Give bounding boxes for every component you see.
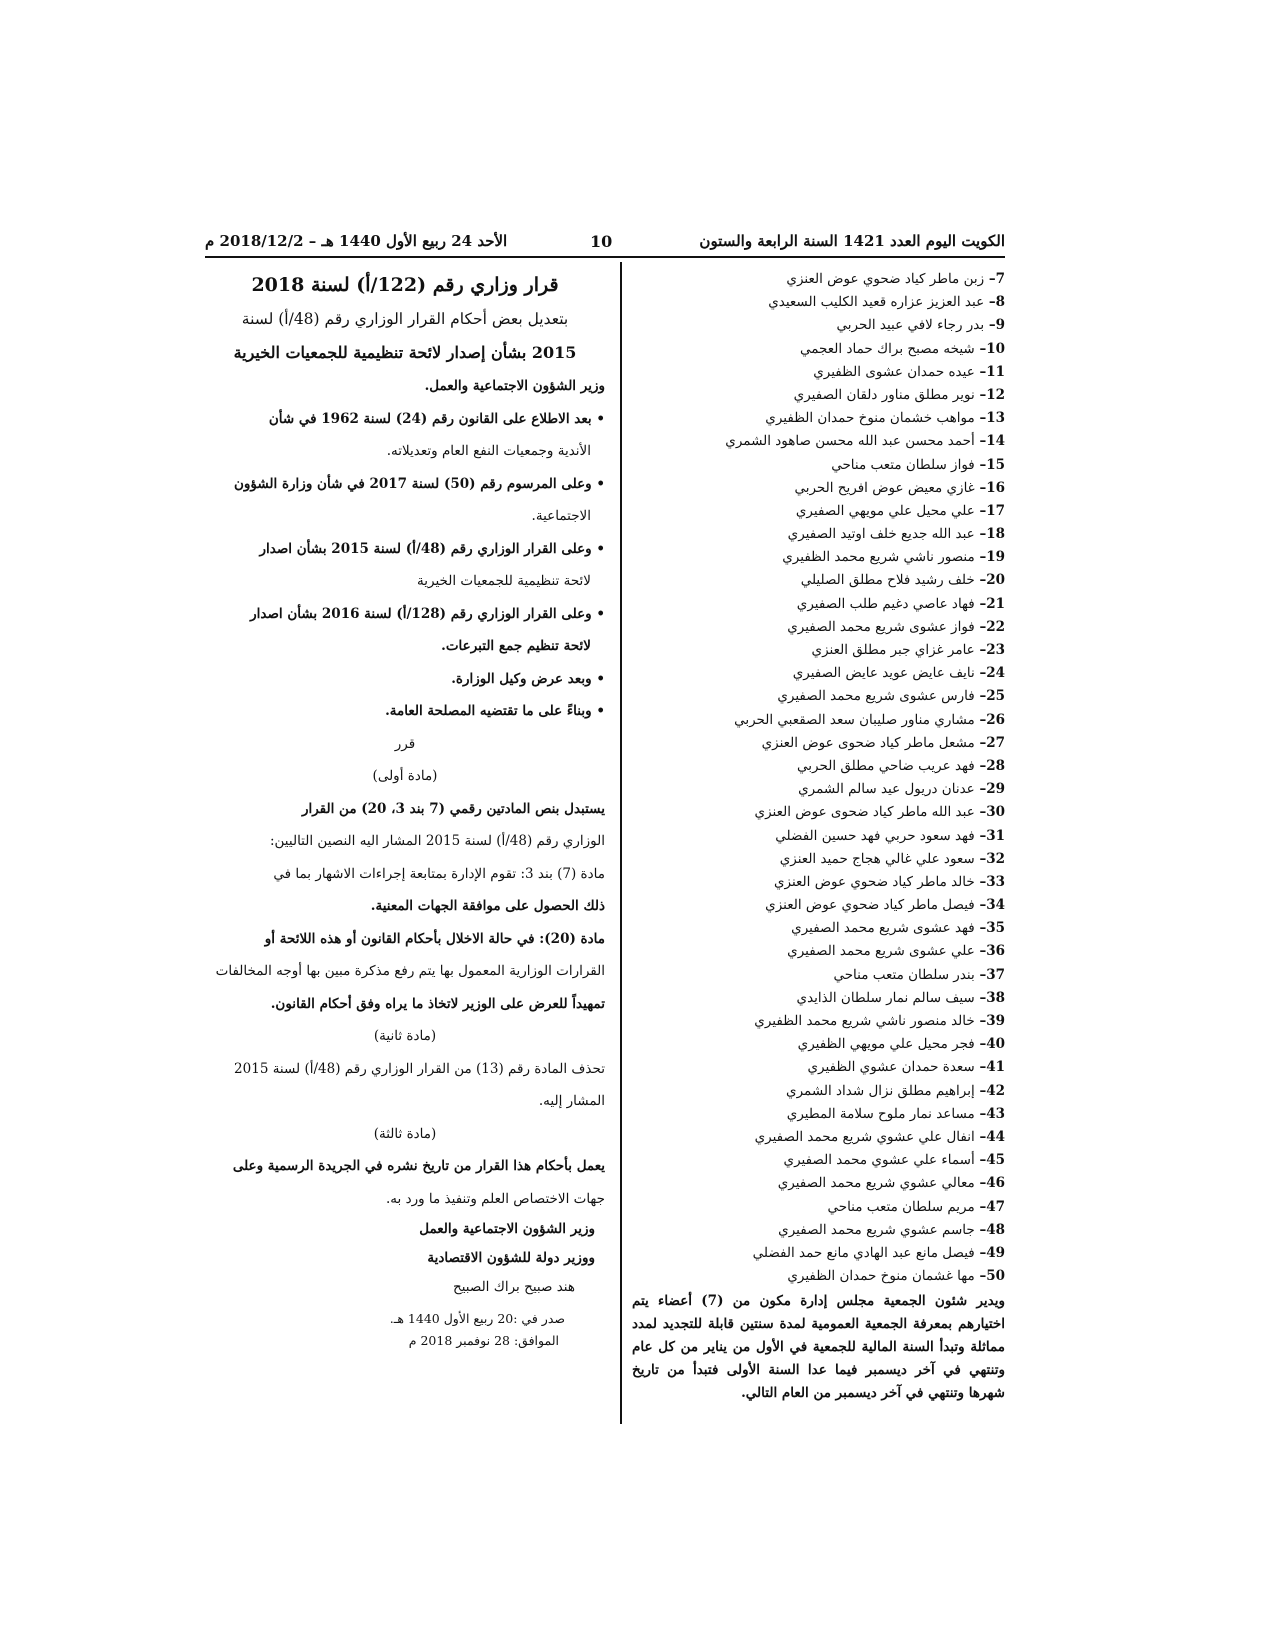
- right-column: [632, 268, 1005, 1405]
- article-text: تمهيداً للعرض على الوزير لاتخاذ ما يراه وفق أحكام القانون.: [270, 995, 605, 1012]
- member-number: 9: [995, 317, 1005, 334]
- article-text: القرارات الوزارية المعمول بها يتم رفع مذكرة مبين بها أوجه المخالفات: [215, 963, 605, 979]
- member-number: 45: [986, 1152, 1005, 1169]
- member-name: انفال علي عشوي شريع محمد الصفيري: [754, 1128, 975, 1145]
- member-item: [632, 268, 1005, 291]
- member-dash: –: [974, 618, 987, 635]
- member-number: 23: [986, 642, 1005, 658]
- member-number: 8: [995, 294, 1005, 311]
- member-item: [632, 801, 1005, 824]
- member-dash: –: [974, 665, 987, 682]
- member-number: 10: [986, 340, 1005, 357]
- member-dash: –: [984, 294, 996, 311]
- member-item: [632, 1056, 1005, 1079]
- member-dash: –: [974, 1105, 987, 1122]
- minister-line: وزير الشؤون الاجتماعية والعمل.: [424, 378, 605, 394]
- member-dash: –: [974, 433, 987, 450]
- member-item: [632, 1242, 1005, 1265]
- member-name: معالي عشوي شريع محمد الصفيري: [777, 1175, 975, 1192]
- member-name: غازي معيض عوض افريح الحربي: [794, 479, 975, 496]
- member-item: [632, 662, 1005, 685]
- member-dash: –: [974, 827, 987, 844]
- member-dash: –: [974, 340, 987, 357]
- member-dash: –: [974, 386, 987, 403]
- header-publication: الكويت اليوم العدد 1421 السنة الرابعة والستون: [699, 232, 1005, 250]
- member-dash: –: [974, 363, 987, 380]
- member-dash: –: [974, 549, 987, 566]
- member-number: 42: [986, 1082, 1005, 1099]
- member-dash: –: [974, 781, 987, 798]
- member-item: [632, 964, 1005, 987]
- member-dash: –: [974, 734, 987, 751]
- signature-title: وزير الشؤون الاجتماعية والعمل: [419, 1221, 595, 1237]
- member-number: 21: [986, 595, 1005, 612]
- issued-gregorian: الموافق: 28 نوفمبر 2018 م: [408, 1333, 559, 1348]
- member-name: عبد الله جديع خلف اوتيد الصفيري: [787, 526, 975, 543]
- member-name: عدنان دريول عيد سالم الشمري: [798, 781, 975, 798]
- recital-continuation: لائحة تنظيم جمع التبرعات.: [441, 638, 591, 654]
- page-header: [205, 232, 1005, 256]
- member-dash: –: [974, 711, 987, 728]
- member-item: [632, 894, 1005, 917]
- member-dash: –: [974, 1082, 987, 1099]
- member-name: زبن ماطر كياد ضحوي عوض العنزي: [786, 271, 985, 287]
- member-number: 44: [986, 1128, 1005, 1145]
- member-number: 49: [986, 1244, 1005, 1261]
- member-name: عامر غزاي جبر مطلق العنزي: [811, 642, 975, 658]
- member-item: [632, 871, 1005, 894]
- article-text: يستبدل بنص المادتين رقمي (7 بند 3، 20) من القرار: [301, 800, 605, 817]
- member-item: [632, 361, 1005, 384]
- recital-continuation: الأندية وجمعيات النفع العام وتعديلاته.: [386, 443, 591, 459]
- member-name: نايف عايض عويد عايض الصفيري: [792, 665, 975, 682]
- member-dash: –: [974, 1152, 987, 1169]
- member-dash: –: [974, 1268, 987, 1285]
- member-dash: –: [974, 943, 987, 960]
- decided-heading: قرر: [394, 735, 416, 752]
- article-text: مادة (7) بند 3: تقوم الإدارة بمتابعة إجراءات الاشهار بما في: [273, 865, 605, 882]
- member-dash: –: [974, 1036, 987, 1053]
- member-item: [632, 523, 1005, 546]
- member-name: سعدة حمدان عشوي الظفيري: [807, 1059, 975, 1076]
- recital: • وعلى القرار الوزاري رقم (48/أ) لسنة 2015 بشأن اصدار: [205, 533, 605, 566]
- decision-subtitle: بتعديل بعض أحكام القرار الوزاري رقم (48/أ) لسنة: [241, 310, 569, 328]
- member-number: 47: [986, 1198, 1005, 1215]
- article-text: ذلك الحصول على موافقة الجهات المعنية.: [370, 898, 605, 914]
- member-number: 19: [986, 549, 1005, 566]
- member-dash: –: [974, 526, 987, 543]
- member-item: [632, 848, 1005, 871]
- member-name: فهد سعود حربي فهد حسين الفضلي: [775, 827, 975, 844]
- member-number: 27: [986, 734, 1005, 751]
- article-text: المشار إليه.: [538, 1093, 605, 1109]
- member-dash: –: [974, 1221, 987, 1238]
- member-name: مريم سلطان متعب مناحي: [827, 1198, 975, 1215]
- header-date: الأحد 24 ربيع الأول 1440 هـ – 2018/12/2 م: [205, 232, 508, 250]
- member-name: بندر سلطان متعب مناحي: [833, 966, 975, 983]
- board-paragraph: ويدير شئون الجمعية مجلس إدارة مكون من (7) أعضاء يتم اختيارهم بمعرفة الجمعية العمومية لمدة سنتين قابلة للتجديد لمدد مماثلة وتبدأ السنة المالية للجمعية في الأول من يناير من كل عام وتنتهي في آخر ديسمبر فيما عدا السنة الأولى فتبدأ من تاريخ شهرها وتنتهي في آخر ديسمبر من العام التالي.: [632, 1293, 1006, 1402]
- member-dash: –: [974, 1059, 987, 1076]
- member-item: [632, 825, 1005, 848]
- member-dash: –: [974, 1013, 987, 1029]
- member-name: سعود علي غالي هجاج حميد العنزي: [779, 850, 975, 867]
- member-number: 41: [986, 1059, 1005, 1076]
- member-item: [632, 1219, 1005, 1242]
- member-number: 13: [986, 410, 1005, 427]
- member-dash: –: [974, 642, 987, 658]
- member-dash: –: [974, 688, 987, 705]
- member-item: [632, 546, 1005, 569]
- member-dash: –: [974, 757, 987, 774]
- member-name: مساعد نمار ملوح سلامة المطيري: [786, 1105, 975, 1122]
- member-number: 7: [995, 271, 1005, 287]
- member-dash: –: [974, 410, 987, 427]
- member-number: 35: [986, 920, 1005, 937]
- member-name: مشعل ماطر كياد ضحوى عوض العنزي: [761, 734, 975, 751]
- recital-continuation: الاجتماعية.: [531, 508, 591, 524]
- member-item: [632, 940, 1005, 963]
- member-item: [632, 1126, 1005, 1149]
- member-dash: –: [974, 897, 987, 914]
- member-name: علي عشوى شريع محمد الصفيري: [787, 943, 975, 960]
- member-number: 28: [986, 757, 1005, 774]
- member-name: فيصل مانع عبد الهادي مانع حمد الفضلي: [752, 1244, 975, 1261]
- member-dash: –: [974, 920, 987, 937]
- member-number: 16: [986, 479, 1005, 496]
- header-rule: [205, 256, 1005, 258]
- member-dash: –: [974, 1128, 987, 1145]
- member-name: فهاد عاصي دغيم طلب الصفيري: [796, 595, 975, 612]
- ministerial-decision: [205, 268, 605, 1352]
- article-text: يعمل بأحكام هذا القرار من تاريخ نشره في الجريدة الرسمية وعلى: [232, 1158, 605, 1174]
- member-number: 18: [986, 526, 1005, 543]
- member-dash: –: [974, 966, 987, 983]
- member-number: 29: [986, 781, 1005, 798]
- member-item: [632, 616, 1005, 639]
- member-number: 38: [986, 989, 1005, 1006]
- member-number: 25: [986, 688, 1005, 705]
- member-number: 24: [986, 665, 1005, 682]
- member-name: سيف سالم نمار سلطان الذايدي: [796, 989, 975, 1006]
- member-number: 50: [986, 1268, 1005, 1285]
- recital: • وعلى القرار الوزاري رقم (128/أ) لسنة 2016 بشأن اصدار: [205, 598, 605, 631]
- member-item: [632, 430, 1005, 453]
- member-item: [632, 685, 1005, 708]
- column-divider: [620, 262, 622, 1424]
- member-number: 31: [986, 827, 1005, 844]
- member-number: 11: [986, 363, 1005, 380]
- member-name: خالد ماطر كياد ضحوي عوض العنزي: [773, 873, 975, 890]
- article-heading: (مادة أولى): [372, 768, 438, 784]
- article-text: جهات الاختصاص العلم وتنفيذ ما ورد به.: [386, 1190, 605, 1207]
- member-number: 33: [986, 873, 1005, 890]
- member-name: فواز عشوى شريع محمد الصفيري: [787, 618, 975, 635]
- member-dash: –: [974, 1244, 987, 1261]
- member-item: [632, 1033, 1005, 1056]
- member-name: خالد منصور ناشي شريع محمد الظفيري: [754, 1013, 975, 1029]
- member-number: 36: [986, 943, 1005, 960]
- member-number: 37: [986, 966, 1005, 983]
- recital: • وبعد عرض وكيل الوزارة.: [205, 663, 605, 696]
- member-dash: –: [984, 317, 996, 334]
- member-item: [632, 732, 1005, 755]
- member-dash: –: [984, 271, 996, 287]
- signature-name: هند صبيح براك الصبيح: [453, 1279, 575, 1295]
- member-dash: –: [974, 1198, 987, 1215]
- member-name: شيخه مصبح براك حماد العجمي: [800, 340, 975, 357]
- issued-hijri: صدر في :20 ربيع الأول 1440 هـ.: [389, 1311, 565, 1326]
- member-number: 26: [986, 711, 1005, 728]
- member-number: 32: [986, 850, 1005, 867]
- member-name: فهد عريب ضاحي مطلق الحربي: [797, 757, 975, 774]
- member-number: 15: [986, 456, 1005, 473]
- member-name: نوير مطلق مناور دلقان الصفيري: [793, 386, 975, 403]
- member-name: منصور ناشي شريع محمد الظفيري: [782, 549, 975, 566]
- member-dash: –: [974, 873, 987, 890]
- member-item: [632, 1010, 1005, 1033]
- member-name: جاسم عشوي شريع محمد الصفيري: [778, 1221, 975, 1238]
- member-name: فارس عشوى شريع محمد الصفيري: [777, 688, 975, 705]
- page-number: 10: [590, 232, 613, 251]
- member-dash: –: [974, 456, 987, 473]
- member-dash: –: [974, 595, 987, 612]
- member-item: [632, 454, 1005, 477]
- member-item: [632, 407, 1005, 430]
- member-number: 40: [986, 1036, 1005, 1053]
- member-number: 30: [986, 804, 1005, 821]
- member-name: عبد الله ماطر كياد ضحوى عوض العنزي: [754, 804, 975, 821]
- member-item: [632, 314, 1005, 337]
- member-item: [632, 709, 1005, 732]
- member-dash: –: [974, 502, 987, 519]
- member-dash: –: [974, 850, 987, 867]
- recital: • بعد الاطلاع على القانون رقم (24) لسنة 1962 في شأن: [205, 403, 605, 436]
- member-item: [632, 500, 1005, 523]
- member-item: [632, 384, 1005, 407]
- member-number: 22: [986, 618, 1005, 635]
- article-heading: (مادة ثالثة): [373, 1125, 437, 1142]
- member-number: 46: [986, 1175, 1005, 1192]
- member-dash: –: [974, 989, 987, 1006]
- member-name: مواهب خشمان منوخ حمدان الظفيري: [765, 410, 975, 427]
- issued-date: [205, 1308, 605, 1352]
- decision-title: قرار وزاري رقم (122/أ) لسنة 2018: [251, 274, 559, 296]
- article-heading: (مادة ثانية): [373, 1028, 437, 1044]
- member-item: [632, 639, 1005, 662]
- article-text: مادة (20): في حالة الاخلال بأحكام القانون أو هذه اللائحة أو: [264, 930, 605, 947]
- member-name: بدر رجاء لافي عبيد الحربي: [836, 317, 985, 334]
- member-name: فيصل ماطر كياد ضحوي عوض العنزي: [765, 897, 975, 914]
- member-number: 43: [986, 1105, 1005, 1122]
- member-item: [632, 1103, 1005, 1126]
- member-item: [632, 755, 1005, 778]
- member-item: [632, 477, 1005, 500]
- member-number: 17: [986, 502, 1005, 519]
- member-number: 14: [986, 433, 1005, 450]
- member-name: أحمد محسن عبد الله محسن صاهود الشمري: [725, 433, 975, 450]
- member-name: مشاري مناور صليبان سعد الصقعبي الحربي: [734, 711, 975, 728]
- member-dash: –: [974, 479, 987, 496]
- member-dash: –: [974, 1175, 987, 1192]
- article-text: تحذف المادة رقم (13) من القرار الوزاري رقم (48/أ) لسنة 2015: [234, 1060, 605, 1077]
- recital: • وعلى المرسوم رقم (50) لسنة 2017 في شأن وزارة الشؤون: [205, 468, 605, 501]
- members-list: [632, 268, 1005, 1288]
- member-number: 39: [986, 1013, 1005, 1029]
- member-item: [632, 1080, 1005, 1103]
- member-name: إبراهيم مطلق نزال شداد الشمري: [786, 1082, 975, 1099]
- member-name: علي محيل علي مويهي الصفيري: [795, 502, 975, 519]
- member-number: 12: [986, 386, 1005, 403]
- recital-continuation: لائحة تنظيمية للجمعيات الخيرية: [417, 573, 591, 589]
- member-item: [632, 593, 1005, 616]
- member-name: مها غشمان منوخ حمدان الظفيري: [787, 1268, 975, 1285]
- member-name: فجر محيل علي مويهي الظفيري: [797, 1036, 975, 1053]
- member-name: عبد العزيز عزاره قعيد الكليب السعيدي: [768, 294, 985, 311]
- member-name: أسماء علي عشوي محمد الصفيري: [783, 1152, 975, 1169]
- member-number: 34: [986, 897, 1005, 914]
- member-name: فواز سلطان متعب مناحي: [831, 456, 975, 473]
- member-item: [632, 1196, 1005, 1219]
- member-item: [632, 987, 1005, 1010]
- member-item: [632, 917, 1005, 940]
- member-name: خلف رشيد فلاح مطلق الصليلي: [800, 572, 975, 589]
- member-item: [632, 338, 1005, 361]
- member-number: 48: [986, 1221, 1005, 1238]
- member-item: [632, 1172, 1005, 1195]
- member-item: [632, 569, 1005, 592]
- member-number: 20: [986, 572, 1005, 589]
- member-dash: –: [974, 572, 987, 589]
- signature-title: ووزير دولة للشؤون الاقتصادية: [427, 1250, 595, 1266]
- member-dash: –: [974, 804, 987, 821]
- article-text: الوزاري رقم (48/أ) لسنة 2015 المشار اليه النصين التاليين:: [269, 833, 605, 849]
- recital: • وبناءً على ما تقتضيه المصلحة العامة.: [205, 695, 605, 728]
- decision-subtitle: 2015 بشأن إصدار لائحة تنظيمية للجمعيات الخيرية: [233, 343, 577, 362]
- member-item: [632, 1265, 1005, 1288]
- member-item: [632, 778, 1005, 801]
- member-name: فهد عشوى شريع محمد الصفيري: [791, 920, 975, 937]
- member-item: [632, 1149, 1005, 1172]
- member-name: عيده حمدان عشوى الظفيري: [813, 363, 975, 380]
- member-item: [632, 291, 1005, 314]
